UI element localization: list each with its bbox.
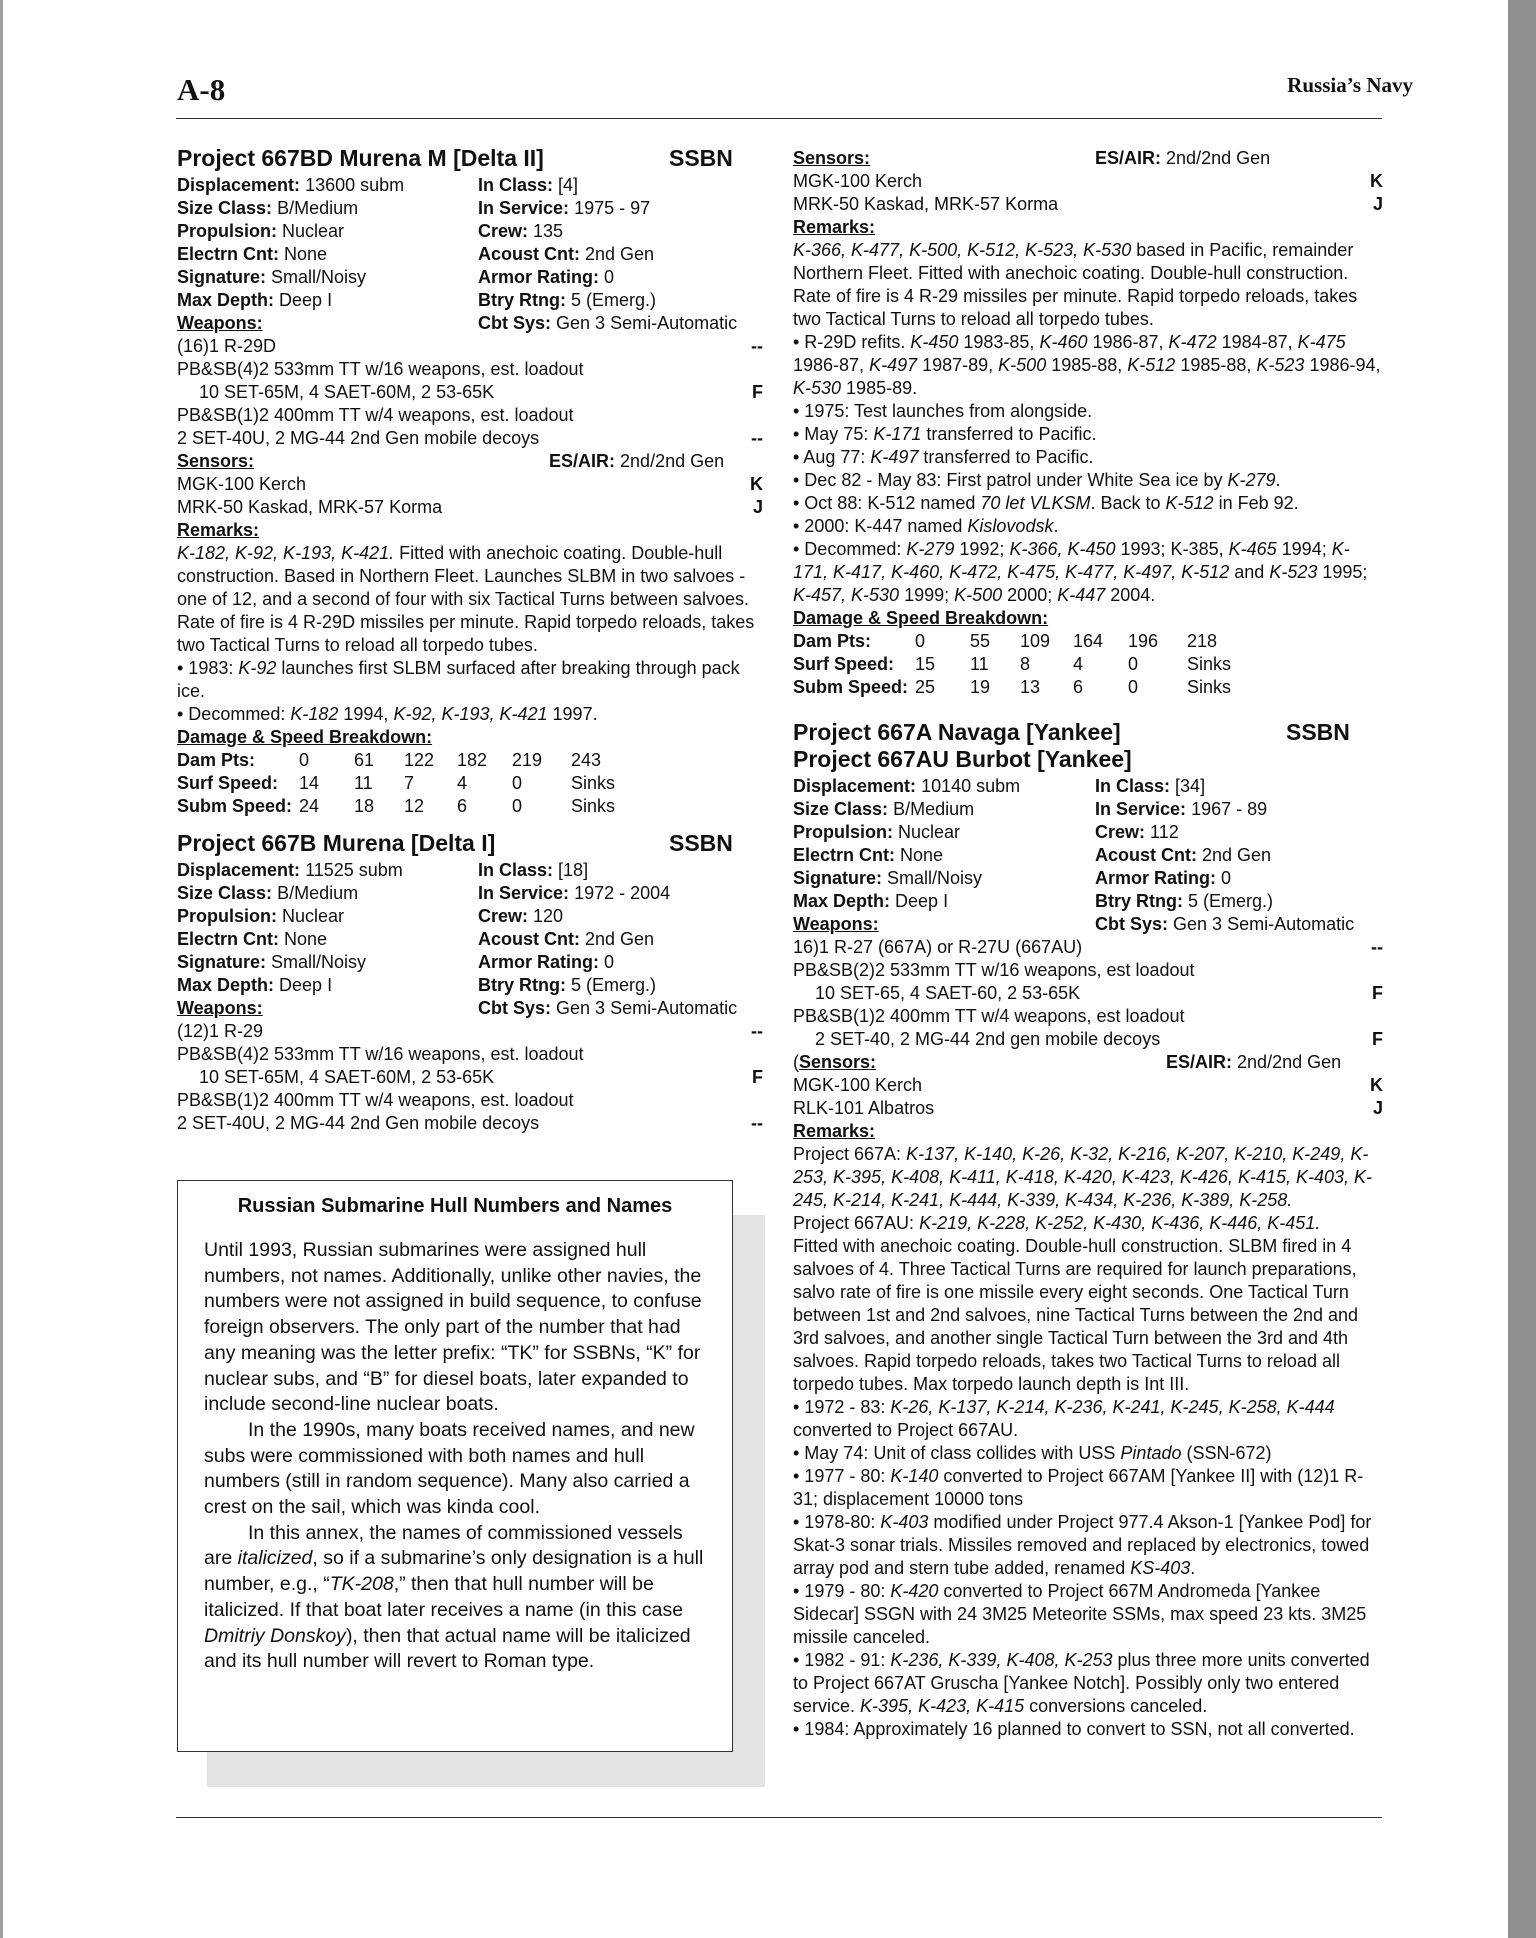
remarks-text: Fitted with anechoic coating. Double-hull construction. SLBM fired in 4 salvoes of 4. Three Tactical Turns are required for launch preparations, salvo rate of fire is one missile every eight seconds. One Tactical Turn between 1st and 2nd salvoes, nine Tactical Turns between the 2nd and 3rd salvoes, and another single Tactical Turn between the 3rd and 4th salvoes. Rapid torpedo reloads, takes two Tactical Turns to reload all torpedo tubes. Max torpedo launch depth is Int III. bbox=[793, 1236, 1359, 1394]
stat-label: Armor Rating: bbox=[478, 952, 599, 972]
stat-left bbox=[177, 882, 358, 905]
remarks-header: Remarks: bbox=[793, 217, 876, 237]
stat-right bbox=[478, 174, 578, 197]
hull-number: K-523 bbox=[1256, 355, 1305, 375]
stat-row bbox=[177, 289, 763, 312]
stat-label: Signature: bbox=[177, 267, 267, 287]
stat-value: None bbox=[284, 244, 328, 264]
remarks-bullet: • 1972 - 83: K-26, K-137, K-214, K-236, K-241, K-245, K-258, K-444 converted to Project 667AU. bbox=[793, 1397, 1335, 1440]
stat-right bbox=[1095, 821, 1179, 844]
stat-label: Propulsion: bbox=[177, 906, 277, 926]
weapon-line: PB&SB(2)2 533mm TT w/16 weapons, est loadout bbox=[793, 960, 1195, 980]
stat-right bbox=[478, 882, 670, 905]
damage-cell: 18 bbox=[354, 796, 375, 816]
weapon-line: PB&SB(4)2 533mm TT w/16 weapons, est. loadout bbox=[177, 359, 584, 379]
damage-cell: 6 bbox=[1073, 677, 1084, 697]
sensors-header: Sensors: ES/AIR: 2nd/2nd Gen bbox=[793, 148, 1271, 168]
sidebar-paragraph: Until 1993, Russian submarines were assigned hull numbers, not names. Additionally, unlike other navies, the numbers were not assigned in build sequence, to confuse foreign observers. The only part of the number that had any meaning was the letter prefix: “TK” for SSBNs, “K” for nuclear subs, and “B” for diesel boats, later expanded to include second-line nuclear boats. bbox=[204, 1239, 702, 1416]
stat-right bbox=[478, 220, 563, 243]
remarks-bullet: • 1975: Test launches from alongside. bbox=[793, 401, 1093, 421]
remarks-bullet: • Oct 88: K-512 named 70 let VLKSM. Back to K-512 in Feb 92. bbox=[793, 493, 1299, 513]
remarks-bullet: • Aug 77: K-497 transferred to Pacific. bbox=[793, 447, 1094, 467]
damage-table-delta-ii-cont bbox=[793, 630, 1383, 699]
stat-left bbox=[793, 798, 974, 821]
stat-value: 5 (Emerg.) bbox=[571, 290, 657, 310]
damage-row-label: Dam Pts: bbox=[177, 750, 256, 770]
damage-cell: 55 bbox=[970, 631, 991, 651]
damage-row bbox=[793, 653, 1383, 676]
page-number: A-8 bbox=[177, 72, 226, 107]
stat-right bbox=[478, 951, 614, 974]
remark-text: • R-29D refits. bbox=[793, 332, 911, 352]
stat-left bbox=[177, 266, 366, 289]
damage-cell: 0 bbox=[512, 796, 523, 816]
remarks-text: K-182, K-92, K-193, K-421. Fitted with anechoic coating. Double-hull construction. Based in Northern Fleet. Launches SLBM in two salvoes - one of 12, and a second of four with six Tactical Turns between salvoes. Rate of fire is 4 R-29D missiles per minute. Rapid torpedo reloads, takes two Tactical Turns to reload all torpedo tubes. bbox=[177, 543, 755, 655]
remarks-bullet bbox=[793, 538, 1383, 607]
running-head: Russia’s Navy bbox=[1287, 73, 1413, 97]
stat-value: Small/Noisy bbox=[887, 868, 983, 888]
stat-left bbox=[177, 197, 358, 220]
damage-row bbox=[793, 630, 1383, 653]
stat-right bbox=[478, 974, 656, 997]
damage-cell: 0 bbox=[512, 773, 523, 793]
remark-text: 1985-88, bbox=[1175, 355, 1257, 375]
remarks-bullet: • 1977 - 80: K-140 converted to Project 667AM [Yankee II] with (12)1 R-31; displacement 10000 tons bbox=[793, 1466, 1364, 1509]
stat-row bbox=[793, 821, 1383, 844]
hull-number: K-500 bbox=[998, 355, 1047, 375]
remark-text: 1987-89, bbox=[917, 355, 999, 375]
stat-row bbox=[177, 174, 763, 197]
sensor-line: MRK-50 Kaskad, MRK-57 Korma J bbox=[793, 194, 1383, 214]
stat-row bbox=[793, 798, 1383, 821]
damage-row-label: Surf Speed: bbox=[793, 654, 895, 674]
sensor-line: MGK-100 Kerch K bbox=[793, 1075, 1383, 1095]
stat-right bbox=[478, 266, 614, 289]
remark-text: 2004. bbox=[1105, 585, 1156, 605]
stat-label: Displacement: bbox=[177, 860, 301, 880]
stat-value: 5 (Emerg.) bbox=[571, 975, 657, 995]
stat-label: Electrn Cnt: bbox=[793, 845, 896, 865]
stat-label: Displacement: bbox=[793, 776, 917, 796]
stat-right bbox=[478, 289, 656, 312]
damage-cell: 61 bbox=[354, 750, 375, 770]
damage-cell: 164 bbox=[1073, 631, 1104, 651]
weapon-line: PB&SB(1)2 400mm TT w/4 weapons, est. loadout bbox=[177, 405, 574, 425]
stat-value: 1972 - 2004 bbox=[574, 883, 671, 903]
right-column bbox=[793, 147, 1383, 1741]
stat-right bbox=[1095, 844, 1271, 867]
damage-table-delta-ii bbox=[177, 749, 763, 818]
stat-label: Max Depth: bbox=[177, 290, 275, 310]
remarks-bullet: • Decommed: K-182 1994, K-92, K-193, K-421 1997. bbox=[177, 704, 598, 724]
stat-value: Small/Noisy bbox=[271, 267, 367, 287]
stat-left bbox=[177, 243, 327, 266]
stat-row bbox=[177, 197, 763, 220]
damage-cell: Sinks bbox=[571, 796, 616, 816]
stat-value: [4] bbox=[558, 175, 579, 195]
sidebar-box bbox=[177, 1180, 733, 1752]
weapon-line: 10 SET-65M, 4 SAET-60M, 2 53-65K F bbox=[199, 382, 763, 402]
stat-value: Nuclear bbox=[898, 822, 961, 842]
left-column bbox=[177, 147, 763, 1135]
stat-left bbox=[177, 174, 404, 197]
remark-text: 1985-88, bbox=[1046, 355, 1128, 375]
stat-row bbox=[793, 775, 1383, 798]
stat-right bbox=[478, 197, 650, 220]
stat-label: Electrn Cnt: bbox=[177, 244, 280, 264]
stats-table-yankee bbox=[793, 775, 1383, 913]
sensor-line: MGK-100 Kerch K bbox=[793, 171, 1383, 191]
remarks-header: Remarks: bbox=[793, 1121, 876, 1141]
stat-value: 0 bbox=[604, 952, 615, 972]
hull-number: K-497 bbox=[869, 355, 918, 375]
stat-right bbox=[1095, 890, 1273, 913]
remarks-bullet: • 2000: K-447 named Kislovodsk. bbox=[793, 516, 1059, 536]
remarks-bullet: • May 75: K-171 transferred to Pacific. bbox=[793, 424, 1097, 444]
damage-row bbox=[793, 676, 1383, 699]
damage-cell: 0 bbox=[1128, 654, 1139, 674]
viewer-gutter bbox=[1508, 0, 1536, 1938]
weapon-line: (16)1 R-29D -- bbox=[177, 336, 763, 356]
weapon-line: 2 SET-40, 2 MG-44 2nd gen mobile decoys F bbox=[815, 1029, 1383, 1049]
stat-label: Acoust Cnt: bbox=[1095, 845, 1197, 865]
weapon-line: PB&SB(1)2 400mm TT w/4 weapons, est loadout bbox=[793, 1006, 1185, 1026]
remarks-bullet bbox=[793, 331, 1383, 400]
stat-row bbox=[793, 844, 1383, 867]
stat-label: Size Class: bbox=[177, 883, 273, 903]
stat-value: B/Medium bbox=[893, 799, 975, 819]
remark-text: 2000; bbox=[1002, 585, 1058, 605]
damage-header: Damage & Speed Breakdown: bbox=[793, 608, 1049, 628]
stat-row bbox=[177, 951, 763, 974]
stat-label: In Service: bbox=[1095, 799, 1187, 819]
remark-text: 1986-87, bbox=[1087, 332, 1169, 352]
remarks-bullet: • 1983: K-92 launches first SLBM surfaced after breaking through pack ice. bbox=[177, 658, 740, 701]
stat-value: Deep I bbox=[279, 290, 333, 310]
remark-text: and bbox=[1229, 562, 1270, 582]
stat-right bbox=[1095, 775, 1205, 798]
stat-label: Electrn Cnt: bbox=[177, 929, 280, 949]
remarks-bullet: • May 74: Unit of class collides with USS Pintado (SSN-672) bbox=[793, 1443, 1272, 1463]
stat-label: In Class: bbox=[478, 175, 554, 195]
weapon-line: 10 SET-65M, 4 SAET-60M, 2 53-65K F bbox=[199, 1067, 763, 1087]
remarks-text: K-366, K-477, K-500, K-512, K-523, K-530 based in Pacific, remainder Northern Fleet. Fitted with anechoic coating. Double-hull construction. Rate of fire is 4 R-29 missiles per minute. Rapid torpedo reloads, takes two Tactical Turns to reload all torpedo tubes. bbox=[793, 240, 1358, 329]
weapon-line: (12)1 R-29 -- bbox=[177, 1021, 763, 1041]
damage-cell: 4 bbox=[457, 773, 468, 793]
hull-number: K-530 bbox=[793, 378, 842, 398]
weapon-line: PB&SB(1)2 400mm TT w/4 weapons, est. loadout bbox=[177, 1090, 574, 1110]
sensor-line: RLK-101 Albatros J bbox=[793, 1098, 1383, 1118]
stat-right bbox=[478, 859, 588, 882]
stat-right bbox=[1095, 798, 1267, 821]
hull-number: K-523 bbox=[1269, 562, 1318, 582]
stat-label: In Service: bbox=[478, 883, 570, 903]
stat-left bbox=[793, 867, 982, 890]
damage-cell: Sinks bbox=[1187, 677, 1232, 697]
stat-value: [18] bbox=[558, 860, 589, 880]
damage-cell: 7 bbox=[404, 773, 415, 793]
damage-cell: 15 bbox=[915, 654, 936, 674]
damage-row-label: Dam Pts: bbox=[793, 631, 872, 651]
stat-right bbox=[478, 928, 654, 951]
hull-number: K-171, K-417, K-460, K-472, K-475, K-477, K-497, K-512 bbox=[793, 539, 1350, 582]
stat-left bbox=[793, 844, 943, 867]
stat-label: Displacement: bbox=[177, 175, 301, 195]
stat-value: Deep I bbox=[895, 891, 949, 911]
remarks-header: Remarks: bbox=[177, 520, 260, 540]
hull-number: K-475 bbox=[1297, 332, 1346, 352]
remark-text: 1986-87, bbox=[793, 355, 870, 375]
damage-cell: 19 bbox=[970, 677, 991, 697]
damage-row-label: Subm Speed: bbox=[177, 796, 293, 816]
stat-value: 5 (Emerg.) bbox=[1188, 891, 1274, 911]
remarks-bullet: • 1982 - 91: K-236, K-339, K-408, K-253 plus three more units converted to Project 667AT Gruscha [Yankee Notch]. Possibly only two entered service. K-395, K-423, K-415 conversions canceled. bbox=[793, 1650, 1370, 1716]
stat-label: Size Class: bbox=[793, 799, 889, 819]
stat-label: Crew: bbox=[1095, 822, 1146, 842]
sidebar-paragraph: In the 1990s, many boats received names, and new subs were commissioned with both names and hull numbers (still in random sequence). Many also carried a crest on the sail, which was kinda cool. bbox=[204, 1418, 695, 1519]
stat-row bbox=[177, 859, 763, 882]
stat-row bbox=[177, 905, 763, 928]
stat-value: Small/Noisy bbox=[271, 952, 367, 972]
damage-row bbox=[177, 749, 763, 772]
stat-label: Size Class: bbox=[177, 198, 273, 218]
stat-value: 1975 - 97 bbox=[574, 198, 651, 218]
weapon-line: PB&SB(4)2 533mm TT w/16 weapons, est. loadout bbox=[177, 1044, 584, 1064]
entry-type: SSBN bbox=[669, 830, 733, 856]
stat-value: 1967 - 89 bbox=[1191, 799, 1268, 819]
remark-text: 1986-94, bbox=[1304, 355, 1381, 375]
stat-label: Signature: bbox=[793, 868, 883, 888]
stat-value: 10140 subm bbox=[921, 776, 1021, 796]
stat-row bbox=[177, 974, 763, 997]
hull-number: K-465 bbox=[1228, 539, 1277, 559]
header-rule bbox=[176, 118, 1382, 119]
stat-row bbox=[177, 882, 763, 905]
damage-cell: 109 bbox=[1020, 631, 1051, 651]
remarks-text: Project 667A: K-137, K-140, K-26, K-32, K-216, K-207, K-210, K-249, K-253, K-395, K-408, K-411, K-418, K-420, K-423, K-426, K-415, K-403, K-245, K-214, K-241, K-444, K-339, K-434, K-236, K-389, K-258. bbox=[793, 1144, 1373, 1210]
stat-label: Acoust Cnt: bbox=[478, 244, 580, 264]
stat-value: Nuclear bbox=[282, 221, 345, 241]
stat-value: 0 bbox=[604, 267, 615, 287]
stats-table-delta-ii bbox=[177, 174, 763, 312]
stat-value: 2nd Gen bbox=[585, 244, 655, 264]
stat-value: None bbox=[900, 845, 944, 865]
stat-label: Crew: bbox=[478, 221, 529, 241]
damage-cell: 24 bbox=[299, 796, 320, 816]
weapon-line: 10 SET-65, 4 SAET-60, 2 53-65K F bbox=[815, 983, 1383, 1003]
stat-label: Max Depth: bbox=[177, 975, 275, 995]
entry-title-yankee-au: Project 667AU Burbot [Yankee] bbox=[793, 746, 1132, 772]
remark-text: 1983-85, bbox=[958, 332, 1040, 352]
stat-value: 120 bbox=[533, 906, 564, 926]
remarks-bullet: • 1978-80: K-403 modified under Project 977.4 Akson-1 [Yankee Pod] for Skat-3 sonar trials. Missiles removed and replaced by electronics, towed array pod and stern tube added, renamed KS-403. bbox=[793, 1512, 1372, 1578]
stat-label: In Class: bbox=[478, 860, 554, 880]
entry-title-delta-i: Project 667B Murena [Delta I] SSBN bbox=[177, 830, 733, 856]
weapon-line: 2 SET-40U, 2 MG-44 2nd Gen mobile decoys -- bbox=[177, 428, 763, 448]
stat-row bbox=[177, 243, 763, 266]
stat-label: Max Depth: bbox=[793, 891, 891, 911]
stat-label: Btry Rtng: bbox=[478, 975, 566, 995]
stat-left bbox=[177, 974, 332, 997]
remarks-bullet: • 1979 - 80: K-420 converted to Project 667M Andromeda [Yankee Sidecar] SSGN with 24 3M25 Meteorite SSMs, max speed 23 kts. 3M25 missile canceled. bbox=[793, 1581, 1367, 1647]
stat-value: None bbox=[284, 929, 328, 949]
damage-cell: 218 bbox=[1187, 631, 1218, 651]
stat-left bbox=[177, 951, 366, 974]
damage-row bbox=[177, 772, 763, 795]
stat-left bbox=[177, 928, 327, 951]
stat-label: Btry Rtng: bbox=[478, 290, 566, 310]
hull-number: K-500 bbox=[954, 585, 1003, 605]
hull-number: K-512 bbox=[1127, 355, 1176, 375]
stat-value: 11525 subm bbox=[305, 860, 403, 880]
stat-right bbox=[478, 243, 654, 266]
damage-cell: 182 bbox=[457, 750, 488, 770]
stat-label: Armor Rating: bbox=[1095, 868, 1216, 888]
weapons-header: Weapons: Cbt Sys: Gen 3 Semi-Automatic bbox=[177, 313, 738, 333]
damage-cell: 219 bbox=[512, 750, 543, 770]
remark-text: • Decommed: bbox=[793, 539, 907, 559]
stat-value: B/Medium bbox=[277, 198, 359, 218]
stat-label: In Service: bbox=[478, 198, 570, 218]
weapon-line: 2 SET-40U, 2 MG-44 2nd Gen mobile decoys -- bbox=[177, 1113, 763, 1133]
sensors-header: (Sensors: ES/AIR: 2nd/2nd Gen bbox=[793, 1052, 1342, 1072]
damage-row-label: Subm Speed: bbox=[793, 677, 909, 697]
stat-left bbox=[177, 289, 332, 312]
entry-title-delta-ii: Project 667BD Murena M [Delta II] SSBN bbox=[177, 145, 733, 171]
weapon-line: 16)1 R-27 (667A) or R-27U (667AU) -- bbox=[793, 937, 1383, 957]
stat-left bbox=[793, 890, 948, 913]
damage-cell: 196 bbox=[1128, 631, 1159, 651]
sidebar-title: Russian Submarine Hull Numbers and Names bbox=[237, 1195, 673, 1217]
remark-text: 1995; bbox=[1317, 562, 1368, 582]
hull-number: K-457, K-530 bbox=[793, 585, 900, 605]
remarks-text: Project 667AU: K-219, K-228, K-252, K-430, K-436, K-446, K-451. bbox=[793, 1213, 1321, 1233]
stat-label: Signature: bbox=[177, 952, 267, 972]
damage-cell: 11 bbox=[970, 654, 989, 674]
sensor-line: MGK-100 Kerch K bbox=[177, 474, 763, 494]
stat-left bbox=[177, 905, 344, 928]
hull-number: K-460 bbox=[1039, 332, 1088, 352]
stat-value: B/Medium bbox=[277, 883, 359, 903]
damage-cell: 0 bbox=[915, 631, 926, 651]
damage-cell: Sinks bbox=[571, 773, 616, 793]
stat-row bbox=[793, 890, 1383, 913]
stat-value: 135 bbox=[533, 221, 564, 241]
stat-label: Propulsion: bbox=[177, 221, 277, 241]
stat-value: 0 bbox=[1221, 868, 1232, 888]
footer-rule bbox=[176, 1817, 1382, 1818]
sidebar-paragraph: In this annex, the names of commissioned vessels are italicized, so if a submarine’s only designation is a hull number, e.g., “TK-208,” then that hull number will be italicized. If that boat later receives a name (in this case Dmitriy Donskoy), then that actual name will be italicized and its hull number will revert to Roman type. bbox=[204, 1521, 704, 1673]
stat-row bbox=[177, 220, 763, 243]
damage-cell: 6 bbox=[457, 796, 468, 816]
stat-left bbox=[177, 220, 344, 243]
stat-value: Nuclear bbox=[282, 906, 345, 926]
stats-table-delta-i bbox=[177, 859, 763, 997]
damage-cell: 25 bbox=[915, 677, 936, 697]
entry-title-yankee: Project 667A Navaga [Yankee] SSBN bbox=[793, 719, 1350, 745]
stat-label: In Class: bbox=[1095, 776, 1171, 796]
stat-value: 112 bbox=[1150, 822, 1179, 842]
stat-value: 13600 subm bbox=[305, 175, 405, 195]
sensors-header: Sensors: ES/AIR: 2nd/2nd Gen bbox=[177, 451, 725, 471]
stat-label: Acoust Cnt: bbox=[478, 929, 580, 949]
damage-row-label: Surf Speed: bbox=[177, 773, 279, 793]
stat-value: [34] bbox=[1175, 776, 1206, 796]
remarks-bullet: • 1984: Approximately 16 planned to convert to SSN, not all converted. bbox=[793, 1719, 1355, 1739]
stat-left bbox=[177, 859, 403, 882]
remark-text: 1993; K-385, bbox=[1115, 539, 1229, 559]
stat-right bbox=[1095, 867, 1231, 890]
damage-cell: 0 bbox=[299, 750, 310, 770]
remark-text: 1992; bbox=[954, 539, 1010, 559]
sensor-line: MRK-50 Kaskad, MRK-57 Korma J bbox=[177, 497, 763, 517]
stat-label: Crew: bbox=[478, 906, 529, 926]
remark-text: 1985-89. bbox=[841, 378, 918, 398]
damage-row bbox=[177, 795, 763, 818]
stat-value: 2nd Gen bbox=[1202, 845, 1272, 865]
stat-label: Propulsion: bbox=[793, 822, 893, 842]
damage-cell: 13 bbox=[1020, 677, 1041, 697]
remark-text: 1999; bbox=[899, 585, 955, 605]
damage-cell: 243 bbox=[571, 750, 602, 770]
stat-row bbox=[177, 266, 763, 289]
stat-left bbox=[793, 821, 960, 844]
entry-type: SSBN bbox=[1286, 719, 1350, 745]
entry-type: SSBN bbox=[669, 145, 733, 171]
stat-left bbox=[793, 775, 1020, 798]
weapons-header: Weapons: Cbt Sys: Gen 3 Semi-Automatic bbox=[177, 998, 738, 1018]
damage-cell: 12 bbox=[404, 796, 425, 816]
damage-cell: 14 bbox=[299, 773, 320, 793]
stat-row bbox=[177, 928, 763, 951]
hull-number: K-450 bbox=[910, 332, 959, 352]
damage-header: Damage & Speed Breakdown: bbox=[177, 727, 433, 747]
remarks-bullet: • Dec 82 - May 83: First patrol under White Sea ice by K-279. bbox=[793, 470, 1281, 490]
hull-number: K-447 bbox=[1057, 585, 1106, 605]
hull-number: K-472 bbox=[1168, 332, 1217, 352]
remark-text: 1984-87, bbox=[1216, 332, 1298, 352]
stat-value: Deep I bbox=[279, 975, 333, 995]
damage-cell: 11 bbox=[354, 773, 373, 793]
damage-cell: 0 bbox=[1128, 677, 1139, 697]
stat-label: Btry Rtng: bbox=[1095, 891, 1183, 911]
hull-number: K-279 bbox=[906, 539, 955, 559]
hull-number: K-366, K-450 bbox=[1009, 539, 1116, 559]
stat-value: 2nd Gen bbox=[585, 929, 655, 949]
stat-right bbox=[478, 905, 563, 928]
damage-cell: 4 bbox=[1073, 654, 1084, 674]
damage-cell: Sinks bbox=[1187, 654, 1232, 674]
weapons-header: Weapons: Cbt Sys: Gen 3 Semi-Automatic bbox=[793, 914, 1355, 934]
stat-label: Armor Rating: bbox=[478, 267, 599, 287]
damage-cell: 8 bbox=[1020, 654, 1031, 674]
remark-text: 1994; bbox=[1276, 539, 1332, 559]
damage-cell: 122 bbox=[404, 750, 435, 770]
stat-row bbox=[793, 867, 1383, 890]
